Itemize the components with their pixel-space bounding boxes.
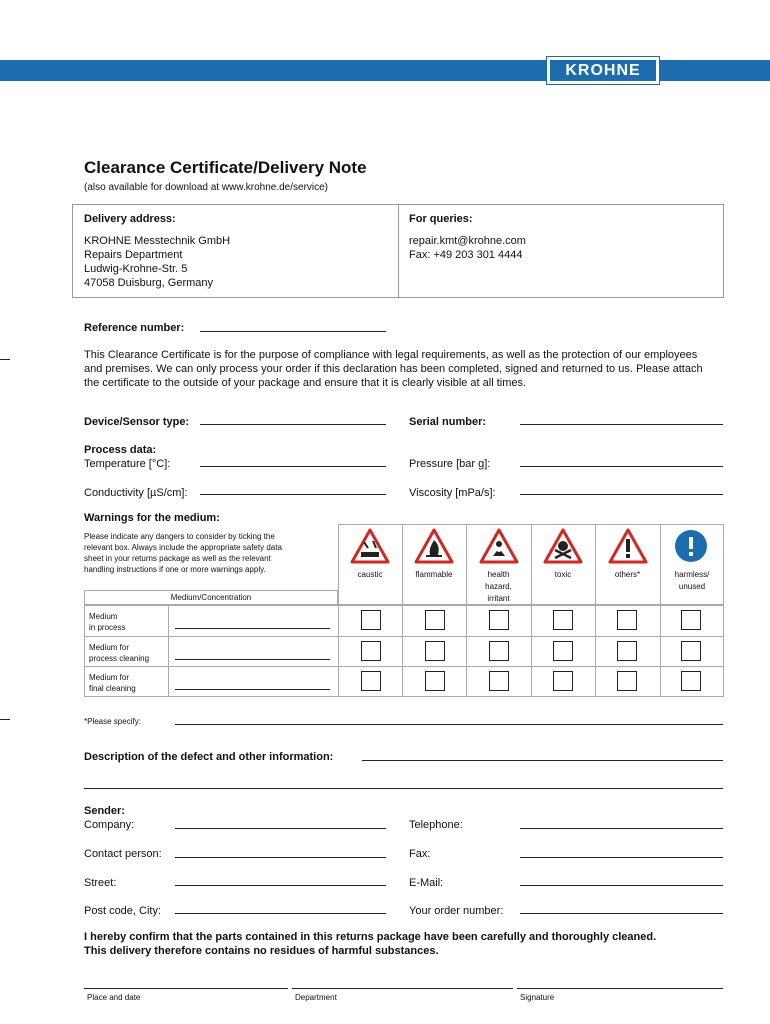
contact-field[interactable] bbox=[175, 857, 386, 858]
others-icon bbox=[608, 528, 648, 564]
warnings-instructions: sheet in your returns package as well as the relevant bbox=[84, 554, 271, 563]
please-specify-label: *Please specify: bbox=[84, 717, 141, 726]
confirmation-line: I hereby confirm that the parts contained in this returns package have been carefully and thoroughly cleaned. bbox=[84, 931, 657, 943]
checkbox-caustic-process[interactable] bbox=[361, 610, 381, 630]
conductivity-label: Conductivity [µS/cm]: bbox=[84, 487, 188, 499]
fold-mark bbox=[0, 359, 10, 360]
medium-final-cleaning-field[interactable] bbox=[175, 689, 330, 690]
postcode-field[interactable] bbox=[175, 913, 386, 914]
sender-heading: Sender: bbox=[84, 805, 125, 817]
place-date-field[interactable] bbox=[84, 988, 288, 989]
checkbox-others-process-cleaning[interactable] bbox=[617, 641, 637, 661]
page-subtitle: (also available for download at www.krohne.de/service) bbox=[84, 182, 329, 193]
serial-number-field[interactable] bbox=[520, 424, 723, 425]
row-label: in process bbox=[89, 623, 126, 632]
queries-fax: Fax: +49 203 301 4444 bbox=[409, 249, 523, 261]
department-field[interactable] bbox=[292, 988, 513, 989]
checkbox-harmless-final-cleaning[interactable] bbox=[681, 671, 701, 691]
defect-field[interactable] bbox=[362, 760, 723, 761]
fax-field[interactable] bbox=[520, 857, 723, 858]
delivery-line: Repairs Department bbox=[84, 249, 183, 261]
place-date-label: Place and date bbox=[87, 993, 141, 1002]
reference-label: Reference number: bbox=[84, 322, 185, 334]
order-number-label: Your order number: bbox=[409, 905, 504, 917]
checkbox-health-final-cleaning[interactable] bbox=[489, 671, 509, 691]
postcode-label: Post code, City: bbox=[84, 905, 162, 917]
email-label: E-Mail: bbox=[409, 877, 444, 889]
temperature-field[interactable] bbox=[200, 466, 386, 467]
street-field[interactable] bbox=[175, 885, 386, 886]
pressure-label: Pressure [bar g]: bbox=[409, 458, 491, 470]
checkbox-others-process[interactable] bbox=[617, 610, 637, 630]
checkbox-flammable-process-cleaning[interactable] bbox=[425, 641, 445, 661]
confirmation-line: This delivery therefore contains no residues of harmful substances. bbox=[84, 945, 439, 957]
viscosity-label: Viscosity [mPa/s]: bbox=[409, 487, 496, 499]
krohne-logo bbox=[546, 56, 660, 85]
signature-label: Signature bbox=[520, 993, 555, 1002]
hazard-label: toxic bbox=[554, 570, 572, 579]
serial-number-label: Serial number: bbox=[409, 416, 487, 428]
contact-label: Contact person: bbox=[84, 848, 162, 860]
hazard-label: flammable bbox=[415, 570, 453, 579]
company-label: Company: bbox=[84, 819, 135, 831]
row-label: final cleaning bbox=[89, 684, 136, 693]
street-label: Street: bbox=[84, 877, 117, 889]
row-label: Medium for bbox=[89, 643, 130, 652]
warnings-heading: Warnings for the medium: bbox=[84, 512, 220, 524]
delivery-line: Ludwig-Krohne-Str. 5 bbox=[84, 263, 188, 275]
queries-label: For queries: bbox=[409, 213, 473, 225]
device-type-label: Device/Sensor type: bbox=[84, 416, 190, 428]
medium-concentration-label: Medium/Concentration bbox=[170, 593, 252, 602]
hazard-label: health bbox=[487, 570, 510, 579]
address-divider bbox=[398, 204, 399, 298]
viscosity-field[interactable] bbox=[520, 494, 723, 495]
row-label: Medium for bbox=[89, 673, 130, 682]
hazard-label: irritant bbox=[487, 594, 510, 603]
caustic-icon bbox=[350, 528, 390, 564]
device-type-field[interactable] bbox=[200, 424, 386, 425]
intro-paragraph: This Clearance Certificate is for the purpose of compliance with legal requirements, as well as the protection of our employees and premises. We can only process your order if this declaration has been completed, signed and returned to us. Please attach the certificate to the outside of your package and ensure that it is clearly visible at all times. bbox=[84, 349, 703, 389]
telephone-field[interactable] bbox=[520, 828, 723, 829]
delivery-address-label: Delivery address: bbox=[84, 213, 176, 225]
warnings-instructions: handling instructions if one or more warnings apply. bbox=[84, 565, 266, 574]
hazard-label: harmless/ bbox=[674, 570, 710, 579]
checkbox-flammable-process[interactable] bbox=[425, 610, 445, 630]
row-label: process cleaning bbox=[89, 654, 150, 663]
company-field[interactable] bbox=[175, 828, 386, 829]
hazard-label: others* bbox=[614, 570, 641, 579]
please-specify-field[interactable] bbox=[175, 724, 723, 725]
checkbox-others-final-cleaning[interactable] bbox=[617, 671, 637, 691]
hazard-label: hazard, bbox=[485, 582, 512, 591]
delivery-line: KROHNE Messtechnik GmbH bbox=[84, 235, 231, 247]
process-data-heading: Process data: bbox=[84, 444, 157, 456]
queries-email: repair.kmt@krohne.com bbox=[409, 235, 526, 247]
fold-mark bbox=[0, 719, 10, 720]
harmless-icon bbox=[674, 529, 708, 563]
checkbox-caustic-final-cleaning[interactable] bbox=[361, 671, 381, 691]
checkbox-health-process[interactable] bbox=[489, 610, 509, 630]
email-field[interactable] bbox=[520, 885, 723, 886]
row-label: Medium bbox=[89, 612, 118, 621]
page-title: Clearance Certificate/Delivery Note bbox=[84, 158, 367, 177]
checkbox-caustic-process-cleaning[interactable] bbox=[361, 641, 381, 661]
medium-process-cleaning-field[interactable] bbox=[175, 659, 330, 660]
temperature-label: Temperature [°C]: bbox=[84, 458, 171, 470]
signature-field[interactable] bbox=[517, 988, 723, 989]
health-hazard-icon bbox=[479, 528, 519, 564]
logo-text: KROHNE bbox=[550, 60, 656, 81]
conductivity-field[interactable] bbox=[200, 494, 386, 495]
checkbox-harmless-process[interactable] bbox=[681, 610, 701, 630]
checkbox-health-process-cleaning[interactable] bbox=[489, 641, 509, 661]
checkbox-toxic-process[interactable] bbox=[553, 610, 573, 630]
toxic-icon bbox=[543, 528, 583, 564]
pressure-field[interactable] bbox=[520, 466, 723, 467]
checkbox-toxic-final-cleaning[interactable] bbox=[553, 671, 573, 691]
hazard-label: unused bbox=[678, 582, 706, 591]
delivery-line: 47058 Duisburg, Germany bbox=[84, 277, 214, 289]
order-number-field[interactable] bbox=[520, 913, 723, 914]
warnings-instructions: relevant box. Always include the appropriate safety data bbox=[84, 543, 282, 552]
hazard-label: caustic bbox=[357, 570, 383, 579]
checkbox-toxic-process-cleaning[interactable] bbox=[553, 641, 573, 661]
reference-number-field[interactable] bbox=[200, 331, 386, 332]
medium-concentration-header bbox=[84, 590, 338, 605]
telephone-label: Telephone: bbox=[409, 819, 463, 831]
defect-label: Description of the defect and other information: bbox=[84, 751, 334, 763]
checkbox-flammable-final-cleaning[interactable] bbox=[425, 671, 445, 691]
flammable-icon bbox=[414, 528, 454, 564]
warnings-instructions: Please indicate any dangers to consider by ticking the bbox=[84, 532, 275, 541]
medium-in-process-field[interactable] bbox=[175, 628, 330, 629]
fax-label: Fax: bbox=[409, 848, 431, 860]
defect-field-extra[interactable] bbox=[84, 788, 723, 789]
department-label: Department bbox=[295, 993, 337, 1002]
checkbox-harmless-process-cleaning[interactable] bbox=[681, 641, 701, 661]
